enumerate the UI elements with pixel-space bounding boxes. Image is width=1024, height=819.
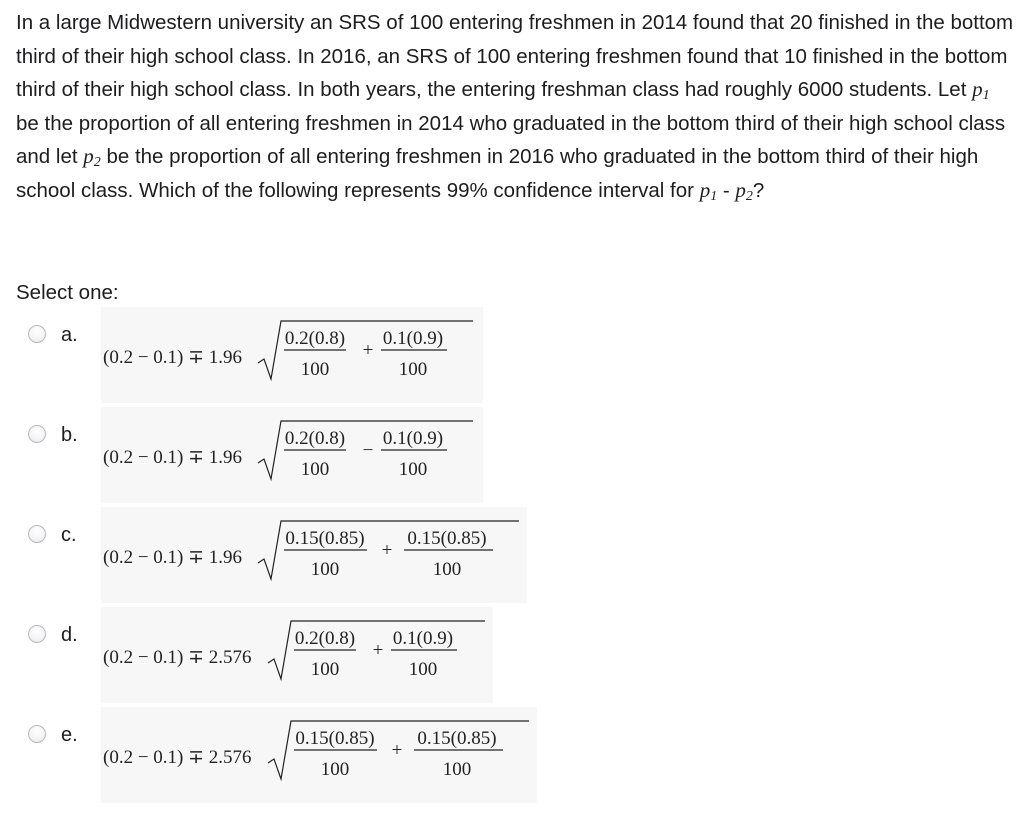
formula-lead: (0.2 − 0.1) ∓ 1.96 [103,547,243,568]
radio-button-c[interactable] [28,525,46,543]
denominator-2: 100 [408,659,438,680]
variable-p1: $p_1$ [699,177,718,204]
option-letter: c. [61,524,77,546]
denominator-1: 100 [310,559,340,580]
radio-button-d[interactable] [28,625,46,643]
option-letter: e. [61,724,78,746]
radio-button-a[interactable] [28,325,46,343]
confidence-interval-formula [101,307,483,403]
formula-lead: (0.2 − 0.1) ∓ 1.96 [103,447,243,468]
denominator-2: 100 [398,459,428,480]
operator: − [362,440,374,461]
answer-option-a[interactable] [28,323,588,419]
operator: + [362,340,374,361]
denominator-2: 100 [398,359,428,380]
formula-lead: (0.2 − 0.1) ∓ 2.576 [103,647,252,668]
operator: + [372,640,384,661]
formula-image [101,407,483,503]
formula-image [101,307,483,403]
numerator-2: 0.1(0.9) [382,428,444,449]
question-segment: ? [752,178,765,202]
option-letter: b. [61,424,78,446]
denominator-2: 100 [442,759,472,780]
radio-button-b[interactable] [28,425,46,443]
select-one-prompt: Select one: [16,281,119,304]
denominator-1: 100 [320,759,350,780]
numerator-1: 0.15(0.85) [295,728,375,749]
radio-button-e[interactable] [28,725,46,743]
question-segment: be the proportion of all entering freshmen in 2014 who graduated in the bottom third of their high school class and let [16,111,1006,169]
answer-option-d[interactable] [28,623,588,719]
numerator-2: 0.15(0.85) [407,528,487,549]
question-segment: In a large Midwestern university an SRS of 100 entering freshmen in 2014 found that 20 finished in the bottom third of their high school class. In 2016, an SRS of 100 entering freshmen found that 10 finished in the bottom third of their high school class. In both years, the entering freshman class had roughly 6000 students. Let [16,11,1014,102]
numerator-1: 0.2(0.8) [294,628,356,649]
numerator-1: 0.2(0.8) [284,328,346,349]
formula-lead: (0.2 − 0.1) ∓ 2.576 [103,747,252,768]
formula-image [101,707,537,803]
numerator-1: 0.15(0.85) [285,528,365,549]
answer-option-e[interactable] [28,723,588,819]
variable-p2: $p_2$ [83,144,101,171]
confidence-interval-formula [101,407,483,503]
denominator-1: 100 [310,659,340,680]
formula-lead: (0.2 − 0.1) ∓ 1.96 [103,347,243,368]
operator: + [391,740,403,761]
numerator-2: 0.1(0.9) [382,328,444,349]
answer-option-b[interactable] [28,423,588,519]
denominator-1: 100 [300,359,330,380]
formula-image [101,507,527,603]
question-text [16,6,1016,208]
denominator-2: 100 [432,559,462,580]
numerator-1: 0.2(0.8) [284,428,346,449]
formula-image [101,607,493,703]
numerator-2: 0.15(0.85) [417,728,497,749]
confidence-interval-formula [101,707,537,803]
denominator-1: 100 [300,459,330,480]
question-segment: be the proportion of all entering freshmen in 2016 who graduated in the bottom third of their high school class. Which of the following represents 99% confidence interval for [16,145,979,202]
confidence-interval-formula [101,607,493,703]
option-letter: d. [61,624,78,646]
numerator-2: 0.1(0.9) [392,628,454,649]
option-letter: a. [61,324,78,346]
variable-p2: $p_2$ [735,177,753,204]
confidence-interval-formula [101,507,527,603]
question-segment: - [717,178,736,202]
answer-option-c[interactable] [28,523,588,619]
operator: + [381,540,393,561]
variable-p1: $p_1$ [972,77,990,104]
